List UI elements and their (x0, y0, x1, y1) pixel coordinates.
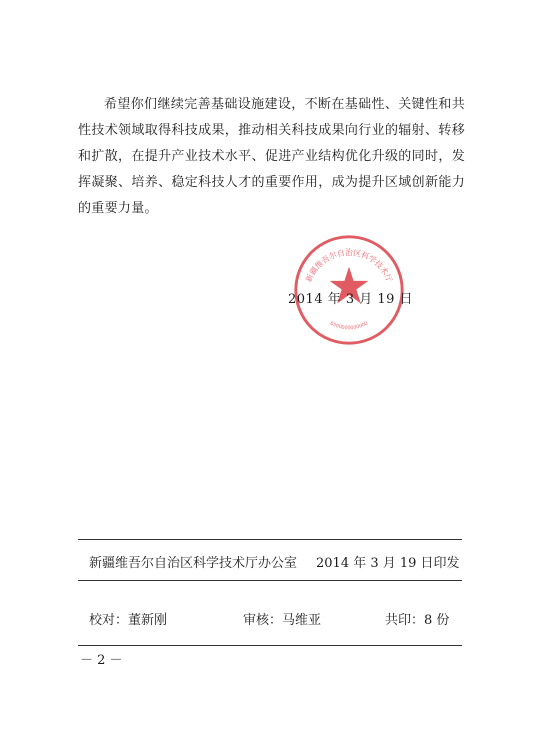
footer-divider-top (78, 539, 462, 540)
body-paragraph: 希望你们继续完善基础设施建设，不断在基础性、关键性和共性技术领域取得科技成果，推动相关科技成果向行业的辐射、转移和扩散，在提升产业技术水平、促进产业结构优化升级的同时，发挥凝聚、培养、稳定科技人才的重要作用，成为提升区域创新能力的重要力量。 (78, 97, 465, 216)
seal-text: 新疆维吾尔自治区科学技术厅 (304, 248, 394, 284)
signature-date: 2014 年 3 月 19 日 (288, 292, 414, 307)
page-number: － 2 － (80, 653, 123, 668)
reviewer: 审核：马维亚 (243, 613, 322, 628)
issuing-office: 新疆维吾尔自治区科学技术厅办公室 (89, 556, 298, 571)
print-copies: 共印：8 份 (385, 613, 450, 628)
footer-divider-bottom (78, 645, 462, 646)
footer-divider-middle (78, 580, 462, 581)
issue-date: 2014 年 3 月 19 日印发 (316, 556, 460, 571)
seal-code: 6500000000000 (328, 321, 370, 332)
body-text (78, 92, 465, 222)
proofreader: 校对：董新刚 (89, 613, 168, 628)
